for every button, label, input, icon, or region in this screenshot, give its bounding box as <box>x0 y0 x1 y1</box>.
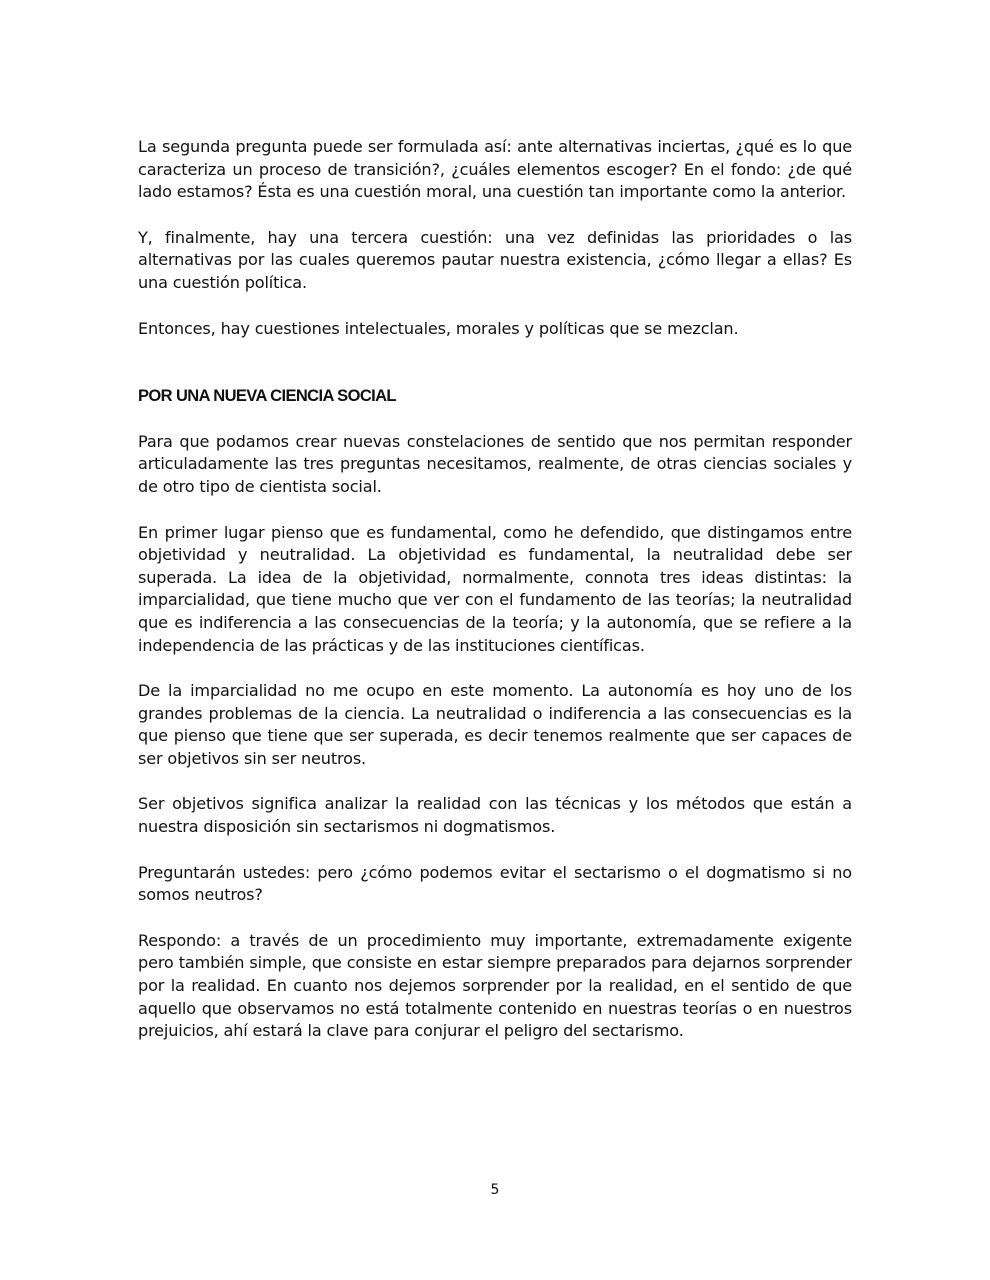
paragraph: Y, finalmente, hay una tercera cuestión: una vez definidas las prioridades o las alternativas por las cuales queremos pautar nuestra existencia, ¿cómo llegar a ellas? Es una cuestión política. <box>138 227 852 292</box>
paragraph: Entonces, hay cuestiones intelectuales, morales y políticas que se mezclan. <box>138 318 739 338</box>
page-body <box>138 136 852 1066</box>
page-number: 5 <box>490 1182 500 1198</box>
paragraph: Ser objetivos significa analizar la realidad con las técnicas y los métodos que están a nuestra disposición sin sectarismos ni dogmatismos. <box>138 794 852 837</box>
paragraph: En primer lugar pienso que es fundamental, como he defendido, que distingamos entre objetividad y neutralidad. La objetividad es fundamental, la neutralidad debe ser superada. La idea de la objetividad, normalmente, connota tres ideas distintas: la imparcialidad, que tiene mucho que ver con el fundamento de las teorías; la neutralidad que es indiferencia a las consecuencias de la teoría; y la autonomía, que se refiere a la independencia de las prácticas y de las instituciones científicas. <box>138 522 852 655</box>
paragraph: Preguntarán ustedes: pero ¿cómo podemos evitar el sectarismo o el dogmatismo si no somos neutros? <box>138 862 852 905</box>
paragraph: Respondo: a través de un procedimiento muy importante, extremadamente exigente pero también simple, que consiste en estar siempre preparados para dejarnos sorprender por la realidad. En cuanto nos dejemos sorprender por la realidad, en el sentido de que aquello que observamos no está totalmente contenido en nuestras teorías o en nuestros prejuicios, ahí estará la clave para conjurar el peligro del sectarismo. <box>138 930 852 1041</box>
paragraph: La segunda pregunta puede ser formulada así: ante alternativas inciertas, ¿qué es lo que caracteriza un proceso de transición?, ¿cuáles elementos escoger? En el fondo: ¿de qué lado estamos? Ésta es una cuestión moral, una cuestión tan importante como la anterior. <box>138 137 852 202</box>
paragraph: Para que podamos crear nuevas constelaciones de sentido que nos permitan responder articuladamente las tres preguntas necesitamos, realmente, de otras ciencias sociales y de otro tipo de cientista social. <box>138 431 852 496</box>
section-heading: POR UNA NUEVA CIENCIA SOCIAL <box>138 387 396 406</box>
paragraph: De la imparcialidad no me ocupo en este momento. La autonomía es hoy uno de los grandes problemas de la ciencia. La neutralidad o indiferencia a las consecuencias es la que pienso que tiene que ser superada, es decir tenemos realmente que ser capaces de ser objetivos sin ser neutros. <box>138 681 852 768</box>
